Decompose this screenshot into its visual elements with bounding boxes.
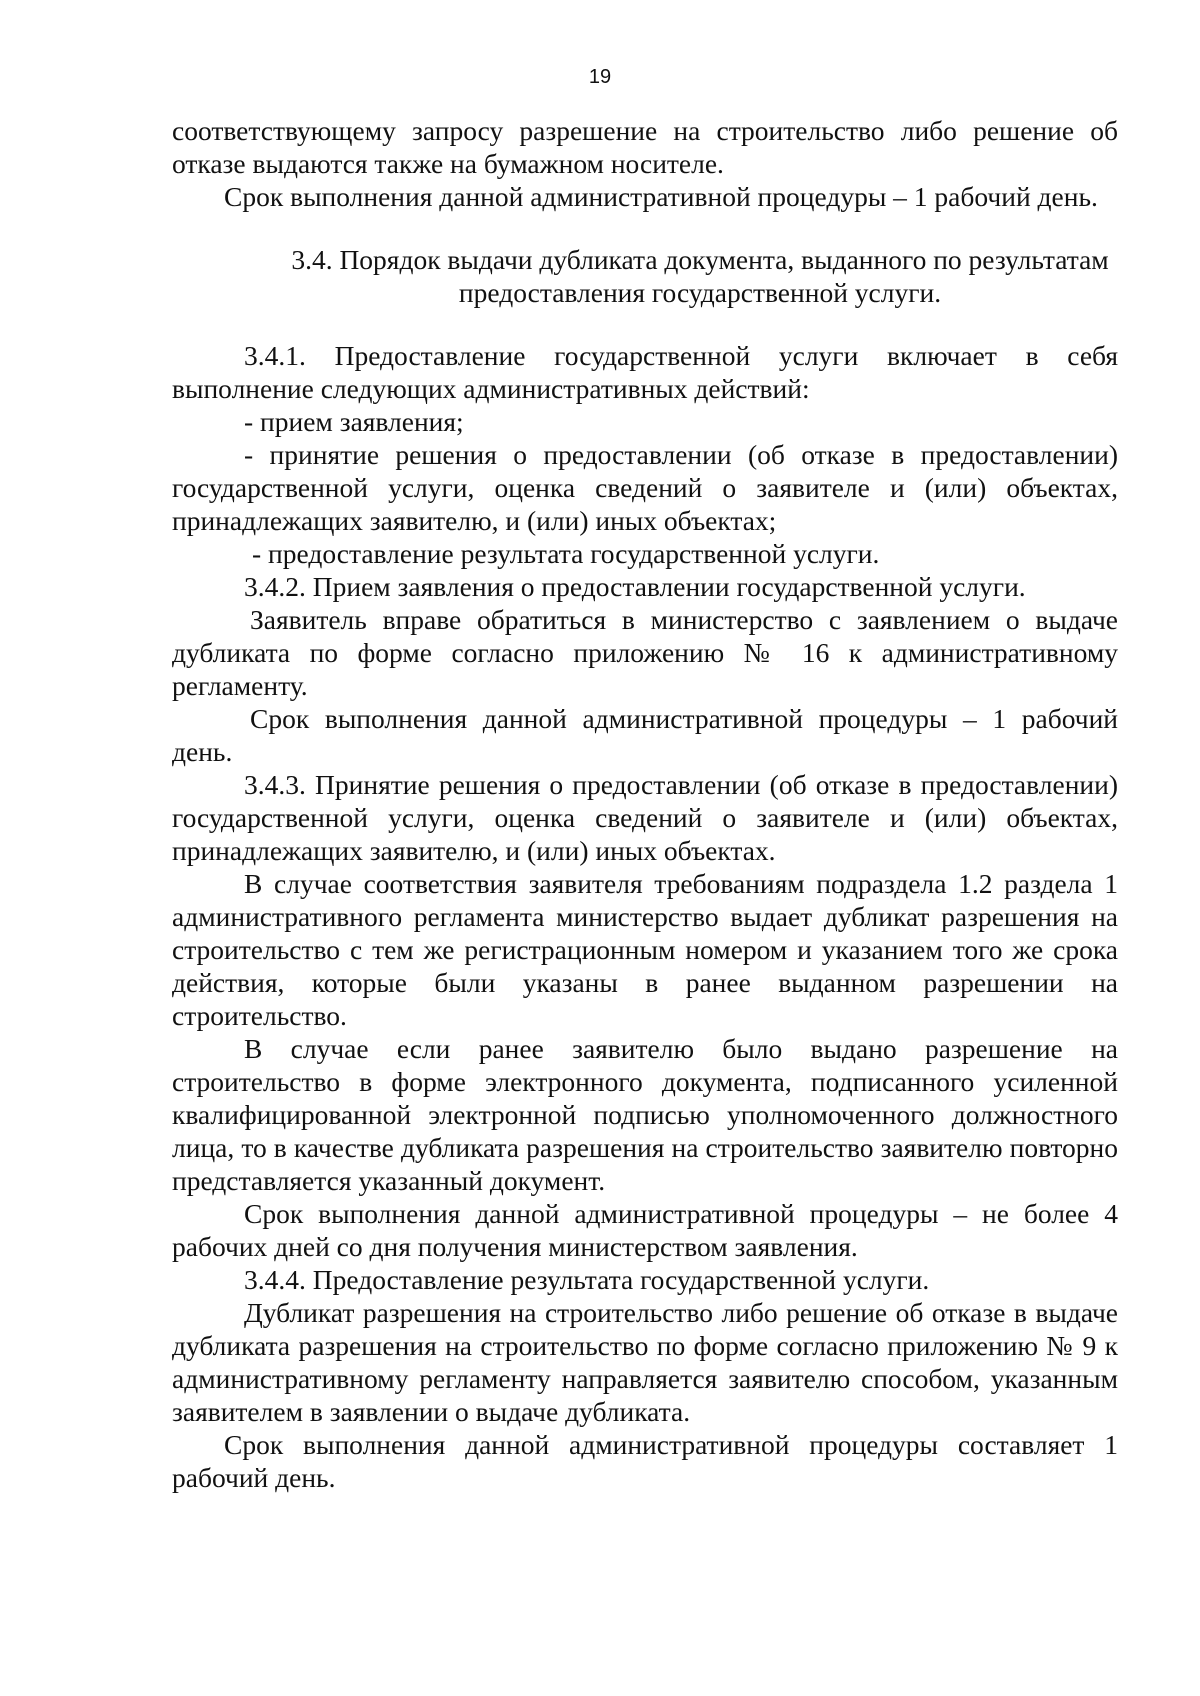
paragraph-applicant-right: Заявитель вправе обратиться в министерство с заявлением о выдаче дубликата по форме согласно приложению № 16 к административному регламенту. bbox=[172, 604, 1118, 701]
paragraph-deadline-1: Срок выполнения данной административной процедуры – 1 рабочий день. bbox=[224, 181, 1098, 212]
paragraph-3-4-1: 3.4.1. Предоставление государственной услуги включает в себя выполнение следующих административных действий: bbox=[172, 340, 1118, 404]
paragraph-continuation: соответствующему запросу разрешение на строительство либо решение об отказе выдаются также на бумажном носителе. bbox=[172, 115, 1118, 179]
paragraph-duplicate-delivery: Дубликат разрешения на строительство либо решение об отказе в выдаче дубликата разрешения на строительство по форме согласно приложению № 9 к административному регламенту направляется заявителю способом, указанным заявителем в заявлении о выдаче дубликата. bbox=[172, 1297, 1118, 1427]
document-body bbox=[172, 114, 1118, 1494]
paragraph-3-4-3: 3.4.3. Принятие решения о предоставлении (об отказе в предоставлении) государственной услуги, оценка сведений о заявителе и (или) объектах, принадлежащих заявителю, и (или) иных объектах. bbox=[172, 769, 1118, 866]
page-number: 19 bbox=[588, 66, 612, 88]
paragraph-3-4-4: 3.4.4. Предоставление результата государственной услуги. bbox=[244, 1264, 930, 1295]
list-item-1: - прием заявления; bbox=[244, 406, 464, 437]
paragraph-electronic-case: В случае если ранее заявителю было выдано разрешение на строительство в форме электронного документа, подписанного усиленной квалифицированной электронной подписью уполномоченного должностного лица, то в качестве дубликата разрешения на строительство заявителю повторно представляется указанный документ. bbox=[172, 1033, 1118, 1196]
paragraph-deadline-2: Срок выполнения данной административной процедуры – 1 рабочий день. bbox=[172, 703, 1118, 767]
section-heading-line-1: 3.4. Порядок выдачи дубликата документа, выданного по результатам bbox=[291, 244, 1109, 275]
list-item-2: - принятие решения о предоставлении (об отказе в предоставлении) государственной услуги, оценка сведений о заявителе и (или) объектах, принадлежащих заявителю, и (или) иных объектах; bbox=[172, 439, 1118, 536]
list-item-3: - предоставление результата государственной услуги. bbox=[252, 538, 880, 569]
paragraph-deadline-4: Срок выполнения данной административной процедуры составляет 1 рабочий день. bbox=[172, 1429, 1118, 1493]
paragraph-compliance-case: В случае соответствия заявителя требованиям подраздела 1.2 раздела 1 административного регламента министерство выдает дубликат разрешения на строительство с тем же регистрационным номером и указанием того же срока действия, которые были указаны в ранее выданном разрешении на строительство. bbox=[172, 868, 1118, 1031]
paragraph-3-4-2: 3.4.2. Прием заявления о предоставлении государственной услуги. bbox=[244, 571, 1026, 602]
paragraph-deadline-3: Срок выполнения данной административной процедуры – не более 4 рабочих дней со дня получения министерством заявления. bbox=[172, 1198, 1118, 1262]
section-heading-line-2: предоставления государственной услуги. bbox=[458, 277, 942, 308]
section-heading-3-4 bbox=[172, 243, 1118, 309]
